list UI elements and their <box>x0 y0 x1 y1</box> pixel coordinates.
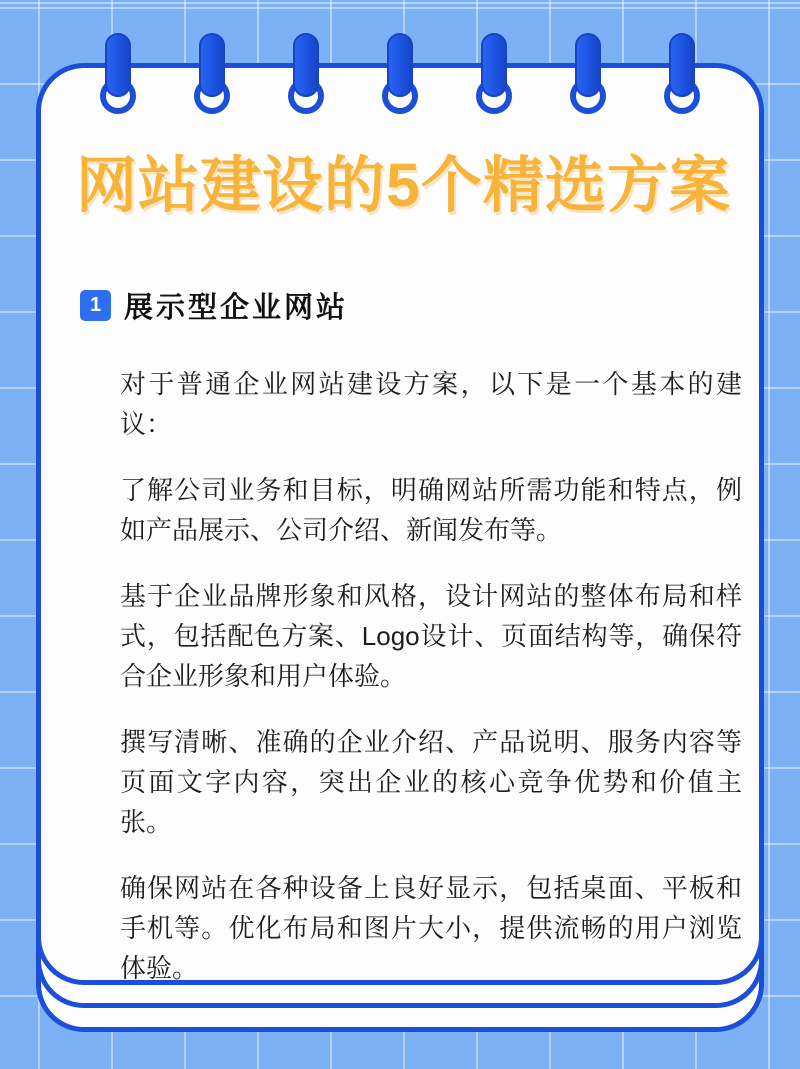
paragraph-devices: 确保网站在各种设备上良好显示，包括桌面、平板和手机等。优化布局和图片大小，提供流畅的用户浏览体验。 <box>120 873 742 984</box>
paragraph-intro: 对于普通企业网站建设方案，以下是一个基本的建议： <box>120 369 742 440</box>
section-number-badge: 1 <box>80 290 111 321</box>
notepad-content <box>36 63 764 985</box>
paragraph-design: 基于企业品牌形象和风格，设计网站的整体布局和样式，包括配色方案、Logo设计、页面结构等，确保符合企业形象和用户体验。 <box>120 581 742 692</box>
section-heading-row <box>80 285 720 326</box>
section-heading-text: 展示型企业网站 <box>124 292 349 325</box>
paragraph-goals: 了解公司业务和目标，明确网站所需功能和特点，例如产品展示、公司介绍、新闻发布等。 <box>120 475 742 546</box>
paragraph-content: 撰写清晰、准确的企业介绍、产品说明、服务内容等页面文字内容，突出企业的核心竞争优势和价值主张。 <box>120 727 742 838</box>
poster-title: 网站建设的5个精选方案 <box>76 151 731 219</box>
body-copy <box>120 364 742 988</box>
